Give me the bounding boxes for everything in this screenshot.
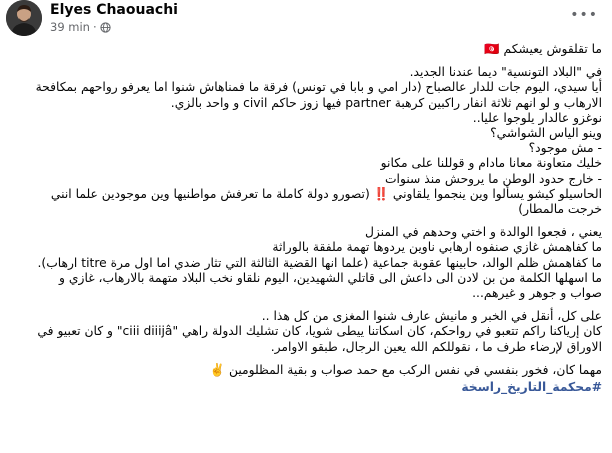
post-line: في "البلاد التونسية" ديما عندنا الجديد. (409, 65, 602, 80)
post-paragraph-2 (10, 65, 602, 217)
post-time[interactable]: 39 min (50, 20, 90, 34)
post-line: الارهاب و لو انهم ثلاثة انفار راكبين كرهبة partner فيها زوز حاكم civil و واحد بالزي. (170, 95, 602, 110)
post-line: نوغزو عالدار يلوجوا عليا.. (472, 110, 602, 125)
post-line: الاوراق لإرضاء طرف ما ، نقوللكم الله يعين الرجال، طبقو الاوامر. (270, 339, 602, 354)
post-paragraph-1 (10, 42, 602, 57)
post-line: - مش موجود؟ (528, 141, 602, 156)
post-line: أيا سيدي، اليوم جات للدار عالصباح (دار امي و بابا في تونس) فرقة ما فمناهاش شنوا اما يعرفو رواحهم بمكافحة (35, 80, 602, 95)
post-line: - خارج حدود الوطن ما يروحش منذ سنوات (384, 171, 602, 186)
post-line: وينو الياس الشواشي؟ (490, 126, 602, 141)
hashtag-link[interactable]: #محكمة_التاريخ_راسخة (461, 380, 602, 395)
meta-separator: · (92, 20, 97, 34)
post-line: كان إرياكنا راكم تتعبو في رواحكم، كان اسكاتنا ييطى شويا، كان تشليك الدولة راهي "ciii diiijâ" و كان تعبيو في (37, 324, 602, 339)
post-line: صواب و جوهر و غيرهم... (472, 286, 602, 301)
post-line: يعني ، فجعوا الوالدة و اختي وحدهم في المنزل (364, 225, 602, 240)
post-line: على كل، أنقل في الخبر و مانيش عارف شنوا المغزى من كل هذا .. (261, 309, 602, 324)
post-meta (50, 20, 111, 34)
post-line: ما كفاهمش غازي صنفوه ارهابي ناوين يردوها تهمة ملفقة بالوراثة (272, 240, 602, 255)
post-paragraph-4 (10, 309, 602, 355)
post-header (6, 0, 606, 40)
post-line: مهما كان، فخور بنفسي في نفس الركب مع حمد صواب و بقية المظلومين ✌️ (209, 362, 602, 377)
post-line: الحاسيلو كيشو يسألوا وين ينجموا يلقاوني ‼️ (تصورو دولة كاملة ما تعرفش مواطنيها وين موجودين علما انني (50, 186, 602, 201)
post-paragraph-3 (10, 225, 602, 301)
profile-photo (6, 0, 42, 36)
post-line: خرجت مالمطار) (518, 202, 602, 217)
avatar[interactable] (6, 0, 42, 36)
post-body (10, 42, 602, 395)
post-line: خليك متعاونة معانا مادام و قوللنا على مكانو (380, 156, 602, 171)
post-paragraph-5 (10, 363, 602, 378)
author-name[interactable]: Elyes Chaouachi (50, 2, 178, 18)
globe-icon[interactable] (100, 22, 111, 33)
more-options-icon[interactable]: ••• (570, 7, 598, 23)
post-line: ما تقلقوش يعيشكم 🇹🇳 (484, 42, 602, 56)
post-line: ما كفاهمش ظلم الوالد، حابينها عقوبة جماعية (علما انها القضية الثالثة التي تثار ضدي اما اول مرة titre ارهاب). (37, 255, 602, 270)
post-line: ما اسهلها الكلمة من بن لادن الى داعش الى قاتلي الشهيدين، اليوم نلقاو نخب البلاد متهمة بالارهاب، غازي و (59, 270, 602, 285)
